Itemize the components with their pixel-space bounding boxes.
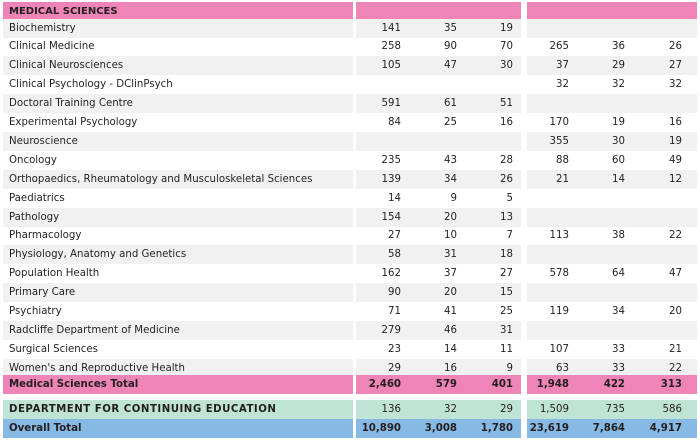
value-cell: [527, 245, 569, 264]
department-name: Pharmacology: [9, 230, 82, 242]
value-cell: 29: [612, 60, 625, 72]
value-cell: 32: [669, 79, 682, 91]
value-cell: 20: [669, 306, 682, 317]
value-cell: 162: [381, 268, 401, 280]
department-name: Psychiatry: [9, 306, 62, 317]
value-cell: [625, 208, 682, 227]
value-cell: 35: [444, 22, 457, 34]
department-name: Oncology: [9, 154, 57, 166]
department-name: Clinical Medicine: [9, 41, 95, 53]
department-name: Biochemistry: [9, 22, 76, 34]
total-value: 313: [660, 379, 682, 390]
value-cell: 71: [388, 306, 401, 317]
value-cell: [401, 75, 457, 94]
value-cell: 14: [388, 192, 401, 204]
table-row: [0, 264, 700, 283]
value-cell: [569, 94, 625, 113]
table-row: [0, 151, 700, 170]
value-cell: 279: [381, 324, 401, 336]
value-cell: 32: [556, 79, 569, 91]
value-cell: 15: [500, 287, 513, 299]
value-cell: 139: [381, 173, 401, 185]
value-cell: 591: [381, 98, 401, 110]
table-row: [0, 340, 700, 359]
department-name: Radcliffe Department of Medicine: [9, 324, 180, 336]
dce-value: 29: [500, 404, 513, 415]
continuing-education-label: DEPARTMENT FOR CONTINUING EDUCATION: [9, 404, 277, 415]
total-value: 2,460: [368, 379, 401, 390]
value-cell: 34: [612, 306, 625, 317]
department-name: Population Health: [9, 268, 100, 280]
department-name: Women's and Reproductive Health: [9, 362, 185, 374]
value-cell: [457, 75, 513, 94]
value-cell: 170: [549, 117, 569, 128]
value-cell: [569, 208, 625, 227]
value-cell: [457, 132, 513, 151]
value-cell: 258: [381, 41, 401, 53]
value-cell: 47: [444, 60, 457, 72]
value-cell: 11: [500, 343, 513, 355]
department-name: Clinical Psychology - DClinPsych: [9, 79, 173, 91]
table-row: [0, 321, 700, 340]
dce-value: 136: [381, 404, 401, 415]
value-cell: 18: [500, 249, 513, 261]
value-cell: 22: [669, 362, 682, 374]
total-value: 1,948: [536, 379, 569, 390]
table-row: [0, 56, 700, 75]
value-cell: 37: [444, 268, 457, 280]
value-cell: 20: [444, 287, 457, 299]
value-cell: 265: [549, 41, 569, 53]
department-name: Paediatrics: [9, 192, 65, 204]
value-cell: [527, 189, 569, 208]
value-cell: 47: [669, 268, 682, 280]
value-cell: [527, 321, 569, 340]
value-cell: 51: [500, 98, 513, 110]
section-title: MEDICAL SCIENCES: [9, 6, 118, 17]
dce-value: 735: [605, 404, 625, 415]
department-name: Experimental Psychology: [9, 117, 138, 128]
value-cell: 19: [669, 135, 682, 147]
value-cell: 31: [444, 249, 457, 261]
value-cell: 27: [500, 268, 513, 280]
value-cell: 33: [612, 362, 625, 374]
value-cell: 31: [500, 324, 513, 336]
overall-value: 23,619: [529, 423, 569, 434]
value-cell: 16: [444, 362, 457, 374]
value-cell: 10: [444, 230, 457, 242]
overall-value: 4,917: [649, 423, 682, 434]
table-row: [0, 75, 700, 94]
overall-value: 1,780: [480, 423, 513, 434]
value-cell: [356, 132, 401, 151]
value-cell: 84: [388, 117, 401, 128]
value-cell: [625, 189, 682, 208]
value-cell: 90: [388, 287, 401, 299]
value-cell: 90: [444, 41, 457, 53]
table-row: [0, 113, 700, 132]
total-value: 579: [435, 379, 457, 390]
total-value: 422: [603, 379, 625, 390]
value-cell: 61: [444, 98, 457, 110]
value-cell: 27: [388, 230, 401, 242]
value-cell: 37: [556, 60, 569, 72]
value-cell: 21: [556, 173, 569, 185]
value-cell: 34: [444, 173, 457, 185]
value-cell: 355: [549, 135, 569, 147]
dce-value: 32: [444, 404, 457, 415]
value-cell: [569, 189, 625, 208]
table-row: [0, 94, 700, 113]
value-cell: [625, 245, 682, 264]
value-cell: 12: [669, 173, 682, 185]
table-row: [0, 302, 700, 321]
continuing-education-row: [0, 400, 700, 419]
table-row: [0, 208, 700, 227]
value-cell: 16: [669, 117, 682, 128]
department-name: Surgical Sciences: [9, 343, 98, 355]
value-cell: 235: [381, 154, 401, 166]
value-cell: [527, 208, 569, 227]
value-cell: 14: [444, 343, 457, 355]
value-cell: [625, 94, 682, 113]
value-cell: 26: [669, 41, 682, 53]
value-cell: [527, 19, 569, 38]
value-cell: [625, 283, 682, 302]
overall-total-row: [0, 419, 700, 438]
value-cell: 30: [612, 135, 625, 147]
value-cell: 20: [444, 211, 457, 223]
department-name: Pathology: [9, 211, 60, 223]
value-cell: [569, 321, 625, 340]
department-name: Clinical Neurosciences: [9, 60, 124, 72]
department-name: Physiology, Anatomy and Genetics: [9, 249, 187, 261]
value-cell: [527, 94, 569, 113]
table-row: [0, 170, 700, 189]
department-name: Orthopaedics, Rheumatology and Musculoskeletal Sciences: [9, 173, 313, 185]
table-row: [0, 245, 700, 264]
value-cell: 38: [612, 230, 625, 242]
value-cell: [569, 283, 625, 302]
value-cell: 49: [669, 154, 682, 166]
department-name: Primary Care: [9, 287, 76, 299]
value-cell: 9: [506, 362, 513, 374]
table-row: [0, 226, 700, 245]
value-cell: [356, 75, 401, 94]
value-cell: 14: [612, 173, 625, 185]
value-cell: 36: [612, 41, 625, 53]
table-row: [0, 283, 700, 302]
value-cell: 9: [450, 192, 457, 204]
value-cell: 5: [506, 192, 513, 204]
value-cell: 29: [388, 362, 401, 374]
overall-total-label: Overall Total: [9, 423, 82, 434]
table-row: [0, 132, 700, 151]
value-cell: 26: [500, 173, 513, 185]
overall-value: 7,864: [592, 423, 625, 434]
value-cell: 119: [549, 306, 569, 317]
value-cell: [625, 19, 682, 38]
value-cell: 58: [388, 249, 401, 261]
value-cell: 16: [500, 117, 513, 128]
table-row: [0, 37, 700, 56]
value-cell: 25: [500, 306, 513, 317]
value-cell: 21: [669, 343, 682, 355]
department-name: Doctoral Training Centre: [9, 98, 133, 110]
value-cell: 154: [381, 211, 401, 223]
table-row: [0, 19, 700, 38]
value-cell: 60: [612, 154, 625, 166]
value-cell: 46: [444, 324, 457, 336]
section-total-row: [0, 375, 700, 394]
table-row: [0, 189, 700, 208]
dce-value: 586: [662, 404, 682, 415]
value-cell: 41: [444, 306, 457, 317]
value-cell: [569, 245, 625, 264]
value-cell: 113: [549, 230, 569, 242]
value-cell: 28: [500, 154, 513, 166]
value-cell: 19: [612, 117, 625, 128]
value-cell: 578: [549, 268, 569, 280]
dce-value: 1,509: [539, 404, 569, 415]
value-cell: 19: [500, 22, 513, 34]
value-cell: 22: [669, 230, 682, 242]
value-cell: 25: [444, 117, 457, 128]
section-total-label: Medical Sciences Total: [9, 379, 139, 390]
value-cell: 43: [444, 154, 457, 166]
value-cell: 27: [669, 60, 682, 72]
value-cell: 30: [500, 60, 513, 72]
value-cell: 23: [388, 343, 401, 355]
value-cell: 88: [556, 154, 569, 166]
value-cell: 33: [612, 343, 625, 355]
value-cell: 64: [612, 268, 625, 280]
value-cell: 7: [506, 230, 513, 242]
value-cell: 32: [612, 79, 625, 91]
value-cell: 63: [556, 362, 569, 374]
value-cell: 70: [500, 41, 513, 53]
value-cell: 105: [381, 60, 401, 72]
value-cell: [527, 283, 569, 302]
value-cell: [401, 132, 457, 151]
overall-value: 3,008: [424, 423, 457, 434]
department-name: Neuroscience: [9, 135, 78, 147]
value-cell: 107: [549, 343, 569, 355]
value-cell: [625, 321, 682, 340]
overall-value: 10,890: [361, 423, 401, 434]
total-value: 401: [491, 379, 513, 390]
value-cell: 141: [381, 22, 401, 34]
value-cell: 13: [500, 211, 513, 223]
value-cell: [569, 19, 625, 38]
